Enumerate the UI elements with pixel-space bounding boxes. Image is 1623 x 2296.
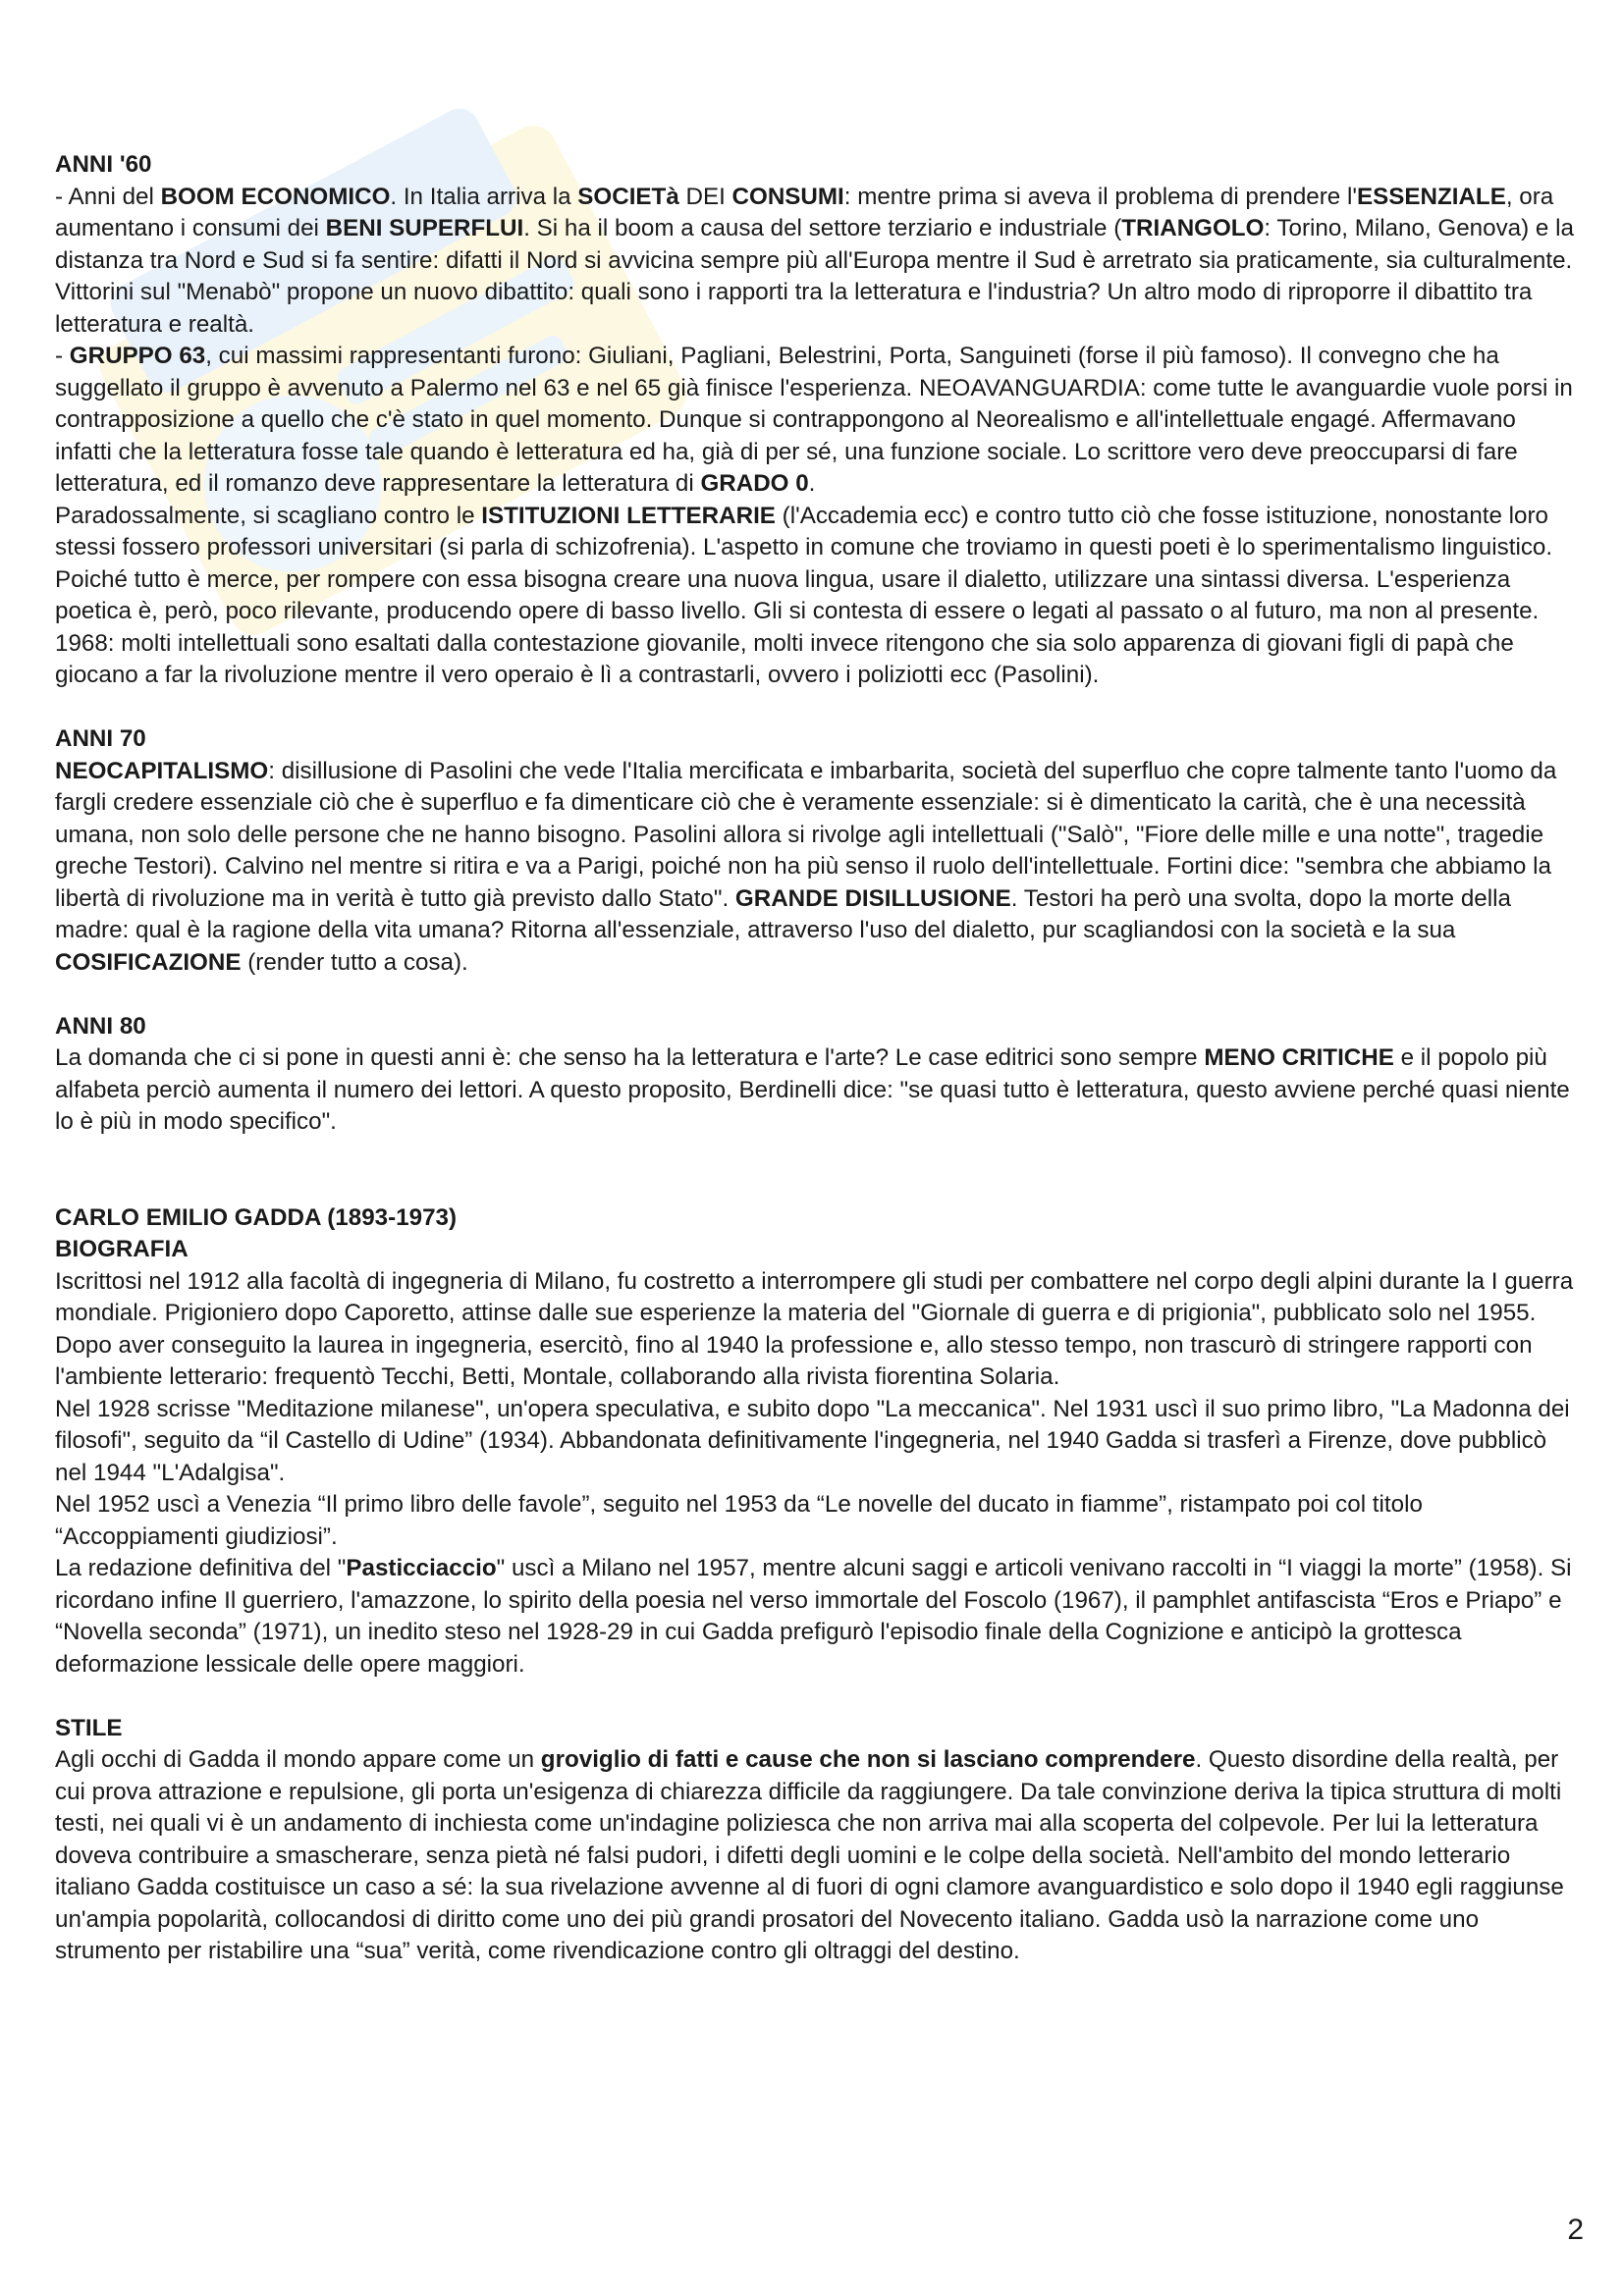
bold-text: GRADO 0	[700, 470, 809, 497]
section-anni-70	[55, 723, 1577, 979]
text-run: e il popolo più alfabeta perciò aumenta il numero dei lettori. A questo proposito, Berdinelli dice: "se quasi tutto è letteratura, questo avviene perché quasi niente lo è più in modo specifico".	[55, 1044, 1570, 1135]
paragraph	[55, 341, 1577, 501]
bold-text: ISTITUZIONI LETTERARIE	[481, 502, 776, 529]
text-run: . Testori ha però una svolta, dopo la morte della madre: qual è la ragione della vita umana? Ritorna all'essenziale, attraverso l'uso del dialetto, pur scagliandosi con la società e la sua	[55, 884, 1511, 943]
bold-text: COSIFICAZIONE	[55, 948, 242, 976]
bold-text: MENO CRITICHE	[1204, 1044, 1394, 1071]
text-run: , cui massimi rappresentanti furono: Giuliani, Pagliani, Belestrini, Porta, Sanguineti (forse il più famoso). Il convegno che ha suggellato il gruppo è avvenuto a Palermo nel 63 e nel 65 già finisce l'esperienza. NEOAVANGUARDIA: come tutte le avanguardie vuole porsi in contrapposizione a quello che c'è stato in quel momento. Dunque si contrappongono al Neorealismo e all'intellettuale engagé. Affermavano infatti che la letteratura fosse tale quando è letteratura ed ha, già di per sé, una funzione sociale. Lo scrittore vero deve preoccuparsi di fare letteratura, ed il romanzo deve rappresentare la letteratura di	[55, 343, 1573, 497]
section-subheading: BIOGRAFIA	[55, 1236, 189, 1262]
bold-text: ESSENZIALE	[1356, 183, 1506, 210]
paragraph	[55, 628, 1577, 692]
text-run: : disillusione di Pasolini che vede l'Italia mercificata e imbarbarita, società del superfluo che copre talmente tanto l'uomo da fargli credere essenziale ciò che è superfluo e fa dimenticare ciò che è veramente essenziale: si è dimenticato la carità, che è una necessità umana, non solo delle persone che ne hanno bisogno. Pasolini allora si rivolge agli intellettuali ("Salò", "Fiore delle mille e una notte", tragedie greche Testori). Calvino nel mentre si ritira e va a Parigi, poiché non ha più senso il ruolo dell'intellettuale. Fortini dice: "sembra che abbiamo la libertà di rivoluzione ma in verità è tutto già previsto dallo Stato".	[55, 757, 1557, 912]
section-gadda	[55, 1202, 1577, 1682]
section-anni-80	[55, 1011, 1577, 1139]
text-run: Nel 1928 scrisse "Meditazione milanese", un'opera speculativa, e subito dopo "La meccanica". Nel 1931 uscì il suo primo libro, "La Madonna dei filosofi", seguito da “il Castello di Udine” (1934). Abbandonata definitivamente l'ingegneria, nel 1940 Gadda si trasferì a Firenze, dove pubblicò nel 1944 "L'Adalgisa".	[55, 1395, 1570, 1486]
text-run: La domanda che ci si pone in questi anni è: che senso ha la letteratura e l'arte? Le case editrici sono sempre	[55, 1044, 1205, 1071]
bold-text: CONSUMI	[731, 183, 844, 210]
section-heading: STILE	[55, 1714, 123, 1741]
text-run: Dopo aver conseguito la laurea in ingegneria, esercitò, fino al 1940 la professione e, allo stesso tempo, non trascurò di stringere rapporti con l'ambiente letterario: frequentò Tecchi, Betti, Montale, collaborando alla rivista fiorentina Solaria.	[55, 1331, 1533, 1390]
paragraph	[55, 182, 1577, 278]
paragraph	[55, 1744, 1577, 1968]
paragraph	[55, 277, 1577, 341]
section-paragraphs	[55, 182, 1577, 692]
bold-text: groviglio di fatti e cause che non si lasciano comprendere	[540, 1746, 1196, 1773]
section-anni-60	[55, 149, 1577, 692]
section-paragraphs	[55, 1266, 1577, 1682]
section-paragraphs	[55, 756, 1577, 980]
text-run: Agli occhi di Gadda il mondo appare come un	[55, 1746, 541, 1773]
text-run: . Si ha il boom a causa del settore terziario e industriale (	[523, 215, 1122, 241]
paragraph	[55, 1394, 1577, 1490]
text-run: . Questo disordine della realtà, per cui prova attrazione e repulsione, gli porta un'esigenza di chiarezza difficile da raggiungere. Da tale convinzione deriva la tipica struttura di molti testi, nei quali vi è un andamento di inchiesta come un'indagine poliziesca che non arriva mai alla scoperta del colpevole. Per lui la letteratura doveva contribuire a smascherare, senza pietà né falsi pudori, i difetti degli uomini e le colpe della società. Nell'ambito del mondo letterario italiano Gadda costituisce un caso a sé: la sua rivelazione avvenne al di fuori di ogni clamore avanguardistico e solo dopo il 1940 egli raggiunse un'ampia popolarità, collocandosi di diritto come uno dei più grandi prosatori del Novecento italiano. Gadda usò la narrazione come uno strumento per ristabilire una “sua” verità, come rivendicazione contro gli oltraggi del destino.	[55, 1746, 1564, 1964]
section-stile	[55, 1713, 1577, 1968]
paragraph	[55, 1553, 1577, 1681]
text-run: -	[55, 343, 70, 369]
section-heading: ANNI 80	[55, 1012, 146, 1040]
text-run: Vittorini sul "Menabò" propone un nuovo dibattito: quali sono i rapporti tra la letteratura e l'industria? Un altro modo di riproporre il dibattito tra letteratura e realtà.	[55, 279, 1533, 338]
paragraph	[55, 1266, 1577, 1330]
section-paragraphs	[55, 1042, 1577, 1139]
text-run: (l'Accademia ecc) e contro tutto ciò che fosse istituzione, nonostante loro stessi fossero professori universitari (si parla di schizofrenia). L'aspetto in comune che troviamo in questi poeti è lo sperimentalismo linguistico. Poiché tutto è merce, per rompere con essa bisogna creare una nuova lingua, usare il dialetto, utilizzare una sintassi diversa. L'esperienza poetica è, però, poco rilevante, producendo opere di basso livello. Gli si contesta di essere o legati al passato o al futuro, ma non al presente.	[55, 502, 1553, 624]
text-run: Nel 1952 uscì a Venezia “Il primo libro delle favole”, seguito nel 1953 da “Le novelle del ducato in fiamme”, ristampato poi col titolo “Accoppiamenti giudiziosi”.	[55, 1491, 1423, 1550]
section-paragraphs	[55, 1744, 1577, 1968]
text-run: Paradossalmente, si scagliano contro le	[55, 502, 482, 529]
text-run: (render tutto a cosa).	[241, 948, 468, 976]
text-run: : Torino, Milano, Genova) e la distanza tra Nord e Sud si fa sentire: difatti il Nord si avvicina sempre più all'Europa mentre il Sud è arretrato sia praticamente, sia culturalmente.	[55, 215, 1574, 274]
text-run: DEI	[678, 183, 732, 210]
text-run: . In Italia arriva la	[390, 183, 578, 210]
page-number: 2	[1567, 2214, 1584, 2246]
bold-text: NEOCAPITALISMO	[55, 757, 269, 784]
bold-text: GRANDE DISILLUSIONE	[734, 884, 1011, 912]
text-run: : mentre prima si aveva il problema di prendere l'	[843, 183, 1357, 210]
text-run: .	[808, 470, 816, 497]
text-run: Iscrittosi nel 1912 alla facoltà di ingegneria di Milano, fu costretto a interrompere gli studi per combattere nel corpo degli alpini durante la I guerra mondiale. Prigioniero dopo Caporetto, attinse dalle sue esperienze la materia del "Giornale di guerra e di prigionia", pubblicato solo nel 1955.	[55, 1267, 1574, 1326]
text-run: 1968: molti intellettuali sono esaltati dalla contestazione giovanile, molti invece ritengono che sia solo apparenza di giovani figli di papà che giocano a far la rivoluzione mentre il vero operaio è lì a contrastarli, ovvero i poliziotti ecc (Pasolini).	[55, 629, 1514, 688]
paragraph	[55, 1489, 1577, 1553]
bold-text: TRIANGOLO	[1121, 215, 1265, 241]
paragraph	[55, 756, 1577, 980]
text-run: " uscì a Milano nel 1957, mentre alcuni saggi e articoli venivano raccolti in “I viaggi la morte” (1958). Si ricordano infine Il guerriero, l'amazzone, lo spirito della poesia nel verso immortale del Foscolo (1967), il pamphlet antifascista “Eros e Priapo” e “Novella seconda” (1971), un inedito steso nel 1928-29 in cui Gadda prefigurò l'episodio finale della Cognizione e anticipò la grottesca deformazione lessicale delle opere maggiori.	[55, 1555, 1572, 1678]
bold-text: BOOM ECONOMICO	[160, 183, 391, 210]
section-heading: ANNI '60	[55, 151, 152, 178]
text-run: , ora aumentano i consumi dei	[55, 183, 1554, 241]
text-run: La redazione definitiva del "	[55, 1555, 347, 1581]
paragraph	[55, 1042, 1577, 1139]
document-body	[55, 149, 1577, 1968]
bold-text: GRUPPO 63	[69, 343, 206, 369]
bold-text: SOCIETà	[577, 183, 679, 210]
bold-text: Pasticciaccio	[346, 1555, 497, 1581]
section-heading: CARLO EMILIO GADDA (1893-1973)	[55, 1203, 458, 1231]
bold-text: BENI SUPERFLUI	[325, 215, 524, 241]
paragraph	[55, 1330, 1577, 1394]
section-heading: ANNI 70	[55, 725, 146, 752]
paragraph	[55, 501, 1577, 628]
text-run: - Anni del	[55, 183, 161, 210]
